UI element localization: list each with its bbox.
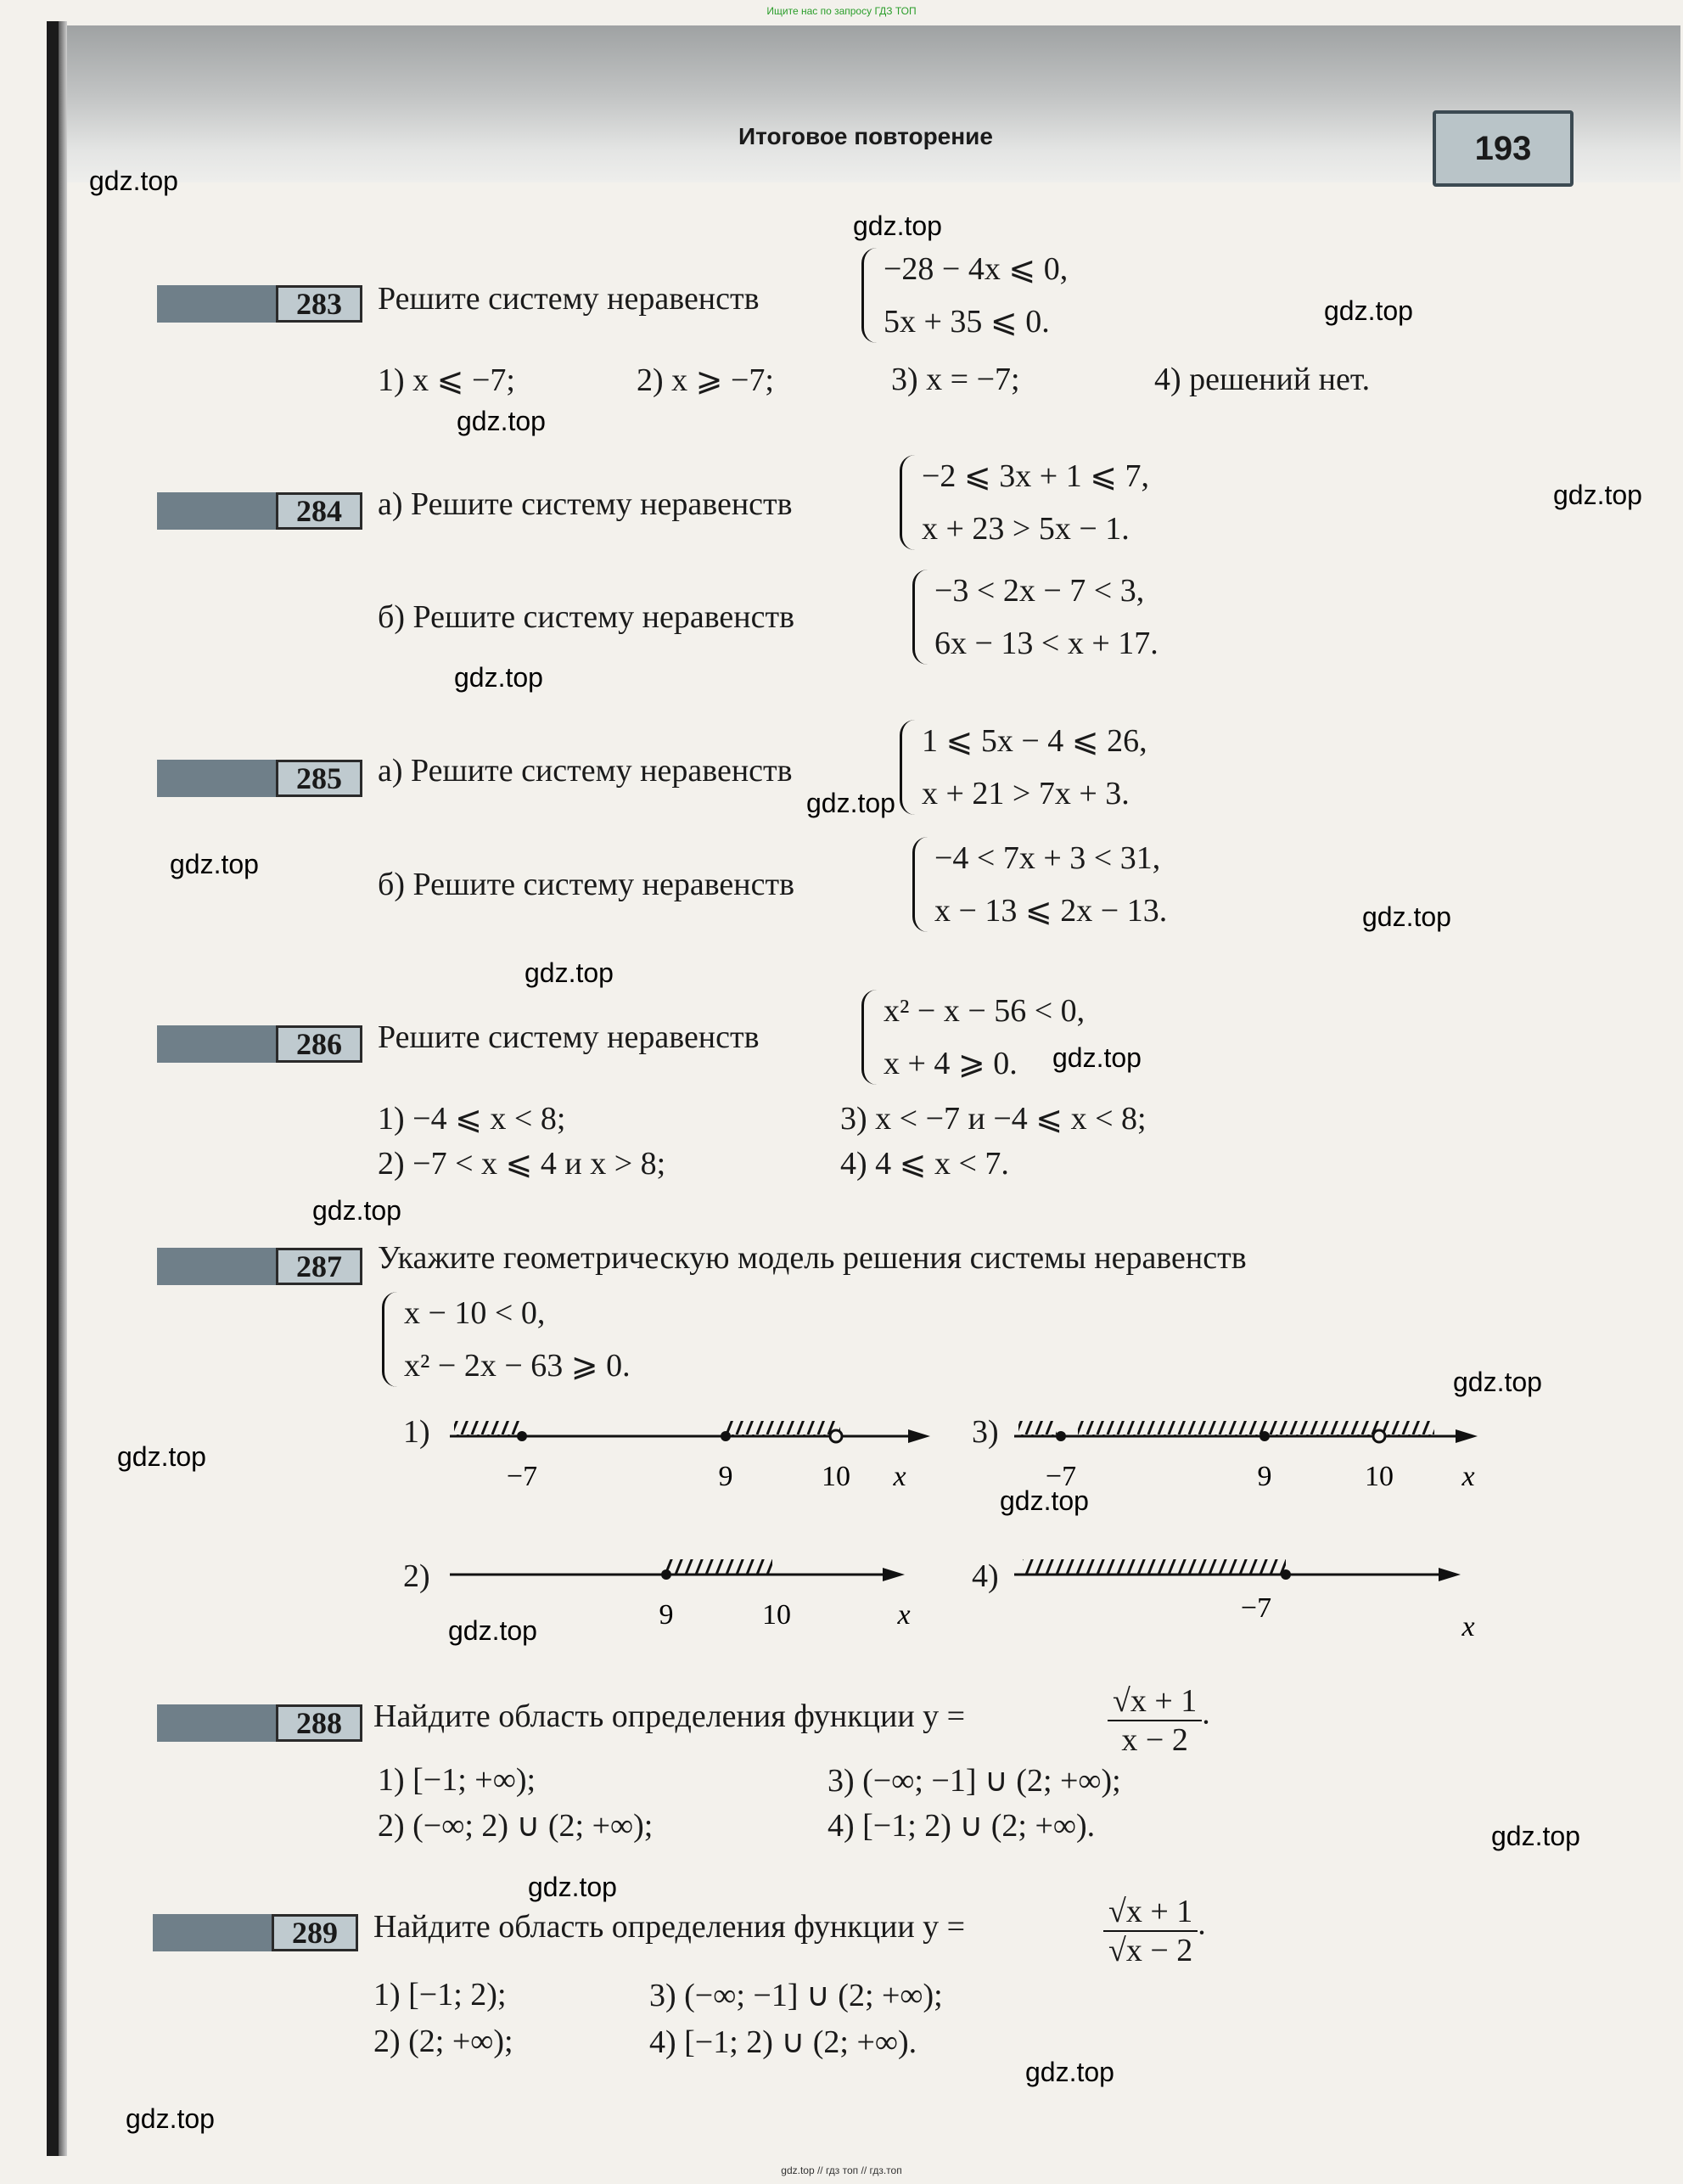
watermark: gdz.top [525,957,614,988]
page-number: 193 [1433,110,1574,187]
problem-prompt: Укажите геометрическую модель решения системы неравенств [378,1240,1247,1276]
system-line: x + 21 > 7x + 3. [922,776,1130,811]
running-head: Итоговое повторение [738,123,993,149]
fraction-denominator: √x − 2 [1108,1933,1193,1968]
function-fraction: $\frac{√x + 1}{√x - 2}$ . [1103,1893,1206,1969]
inequality-system [861,985,1085,1090]
problem-prompt: б) Решите систему неравенств [378,599,795,635]
answer-option: 1) −4 ⩽ x < 8; [378,1101,566,1137]
answer-option: 3) x = −7; [891,362,1020,397]
answer-option: 1) [−1; +∞); [378,1762,536,1798]
problem-band [157,492,276,530]
system-line: −3 < 2x − 7 < 3, [934,573,1145,609]
system-line: −4 < 7x + 3 < 31, [934,840,1161,876]
system-line: x + 23 > 5x − 1. [922,511,1130,547]
watermark: gdz.top [454,662,543,693]
axis-variable: x [1461,1611,1475,1642]
answer-option: 2) (2; +∞); [373,2024,513,2059]
axis-variable: x [1461,1461,1475,1492]
system-line: x − 10 < 0, [404,1295,546,1331]
axis-label: 4) [972,1558,999,1594]
watermark: gdz.top [1491,1821,1580,1851]
problem-number: 284 [276,492,362,530]
problem-prompt: Решите систему неравенств [378,281,760,317]
problem-number: 285 [276,760,362,797]
answer-option: 2) x ⩾ −7; [637,362,774,398]
system-line: 1 ⩽ 5x − 4 ⩽ 26, [922,723,1147,759]
axis-label: 2) [403,1558,430,1594]
answer-option: 3) (−∞; −1] ∪ (2; +∞); [649,1978,943,2013]
watermark: gdz.top [1362,901,1451,932]
watermark: gdz.top [457,406,546,436]
watermark: gdz.top [1453,1367,1542,1397]
inequality-system [382,1287,631,1392]
watermark: gdz.top [853,211,942,241]
function-fraction: $\frac{√x + 1}{x - 2}$ . [1108,1682,1210,1759]
watermark: gdz.top [170,849,259,879]
tick-label: −7 [1045,1461,1077,1492]
problem-number: 283 [276,285,362,323]
problem-band [157,285,276,323]
inequality-system [912,564,1158,670]
watermark: gdz.top [528,1872,617,1902]
bottom-note: gdz.top // гдз топ // гдз.топ [781,2164,902,2176]
tick-label: −7 [1240,1592,1272,1624]
tick-label: 10 [1365,1461,1394,1492]
answer-option: 4) [−1; 2) ∪ (2; +∞). [827,1808,1096,1844]
problem-band [153,1914,272,1951]
answer-option: 1) x ⩽ −7; [378,362,515,398]
top-note: Ищите нас по запросу ГДЗ ТОП [766,5,917,17]
problem-band [157,1248,276,1285]
system-line: x² − x − 56 < 0, [884,993,1086,1029]
watermark: gdz.top [312,1195,401,1226]
tick-label: 10 [822,1461,850,1492]
watermark: gdz.top [117,1441,206,1472]
watermark: gdz.top [1025,2057,1114,2087]
answer-option: 3) (−∞; −1] ∪ (2; +∞); [827,1763,1121,1799]
tick-label: 9 [1257,1461,1272,1492]
fraction-denominator: x − 2 [1121,1722,1188,1758]
fraction-numerator: √x + 1 [1108,1682,1202,1721]
tick-label: 9 [659,1599,674,1631]
system-line: −2 ⩽ 3x + 1 ⩽ 7, [922,458,1150,494]
problem-band [157,1025,276,1063]
book-spine-shade [59,21,67,2156]
answer-option: 2) (−∞; 2) ∪ (2; +∞); [378,1808,654,1844]
answer-option: 4) решений нет. [1154,362,1371,397]
number-line-4 [1014,1541,1489,1642]
watermark: gdz.top [1052,1042,1142,1073]
problem-number: 288 [276,1704,362,1742]
watermark: gdz.top [1324,295,1413,326]
book-spine [47,21,59,2156]
tick-label: 10 [762,1599,791,1631]
watermark: gdz.top [1000,1485,1089,1516]
system-line: x² − 2x − 63 ⩾ 0. [404,1348,631,1384]
problem-number: 289 [272,1914,358,1951]
tick-label: −7 [506,1461,538,1492]
inequality-system [900,715,1147,820]
answer-option: 3) x < −7 и −4 ⩽ x < 8; [840,1101,1147,1137]
number-line-2 [450,1541,934,1634]
answer-option: 1) [−1; 2); [373,1977,507,2013]
system-line: x − 13 ⩽ 2x − 13. [934,893,1168,929]
answer-option: 4) [−1; 2) ∪ (2; +∞). [649,2024,917,2060]
system-line: 5x + 35 ⩽ 0. [884,304,1050,340]
problem-number: 286 [276,1025,362,1063]
inequality-system [861,243,1068,348]
axis-label: 3) [972,1414,999,1450]
problem-prompt: а) Решите систему неравенств [378,486,793,522]
watermark: gdz.top [448,1615,537,1646]
problem-band [157,1704,276,1742]
inequality-system [900,450,1149,555]
problem-prompt: а) Решите систему неравенств [378,753,793,789]
system-line: x + 4 ⩾ 0. [884,1046,1018,1081]
problem-prompt: Найдите область определения функции y = [373,1909,966,1945]
watermark: gdz.top [89,166,178,196]
system-line: −28 − 4x ⩽ 0, [884,251,1069,287]
problem-prompt: б) Решите систему неравенств [378,867,795,902]
problem-band [157,760,276,797]
number-line-1 [450,1401,934,1494]
problem-prompt: Решите систему неравенств [378,1019,760,1055]
answer-option: 4) 4 ⩽ x < 7. [840,1146,1009,1182]
watermark: gdz.top [1553,480,1642,510]
answer-option: 2) −7 < x ⩽ 4 и x > 8; [378,1146,666,1182]
axis-variable: x [897,1599,911,1631]
axis-variable: x [893,1461,906,1492]
tick-label: 9 [718,1461,733,1492]
fraction-numerator: √x + 1 [1103,1893,1198,1932]
axis-label: 1) [403,1414,430,1450]
inequality-system [912,832,1167,937]
watermark: gdz.top [126,2103,215,2134]
problem-number: 287 [276,1248,362,1285]
watermark: gdz.top [806,788,895,818]
problem-prompt: Найдите область определения функции y = [373,1698,966,1734]
system-line: 6x − 13 < x + 17. [934,626,1158,661]
number-line-3 [1014,1401,1494,1494]
